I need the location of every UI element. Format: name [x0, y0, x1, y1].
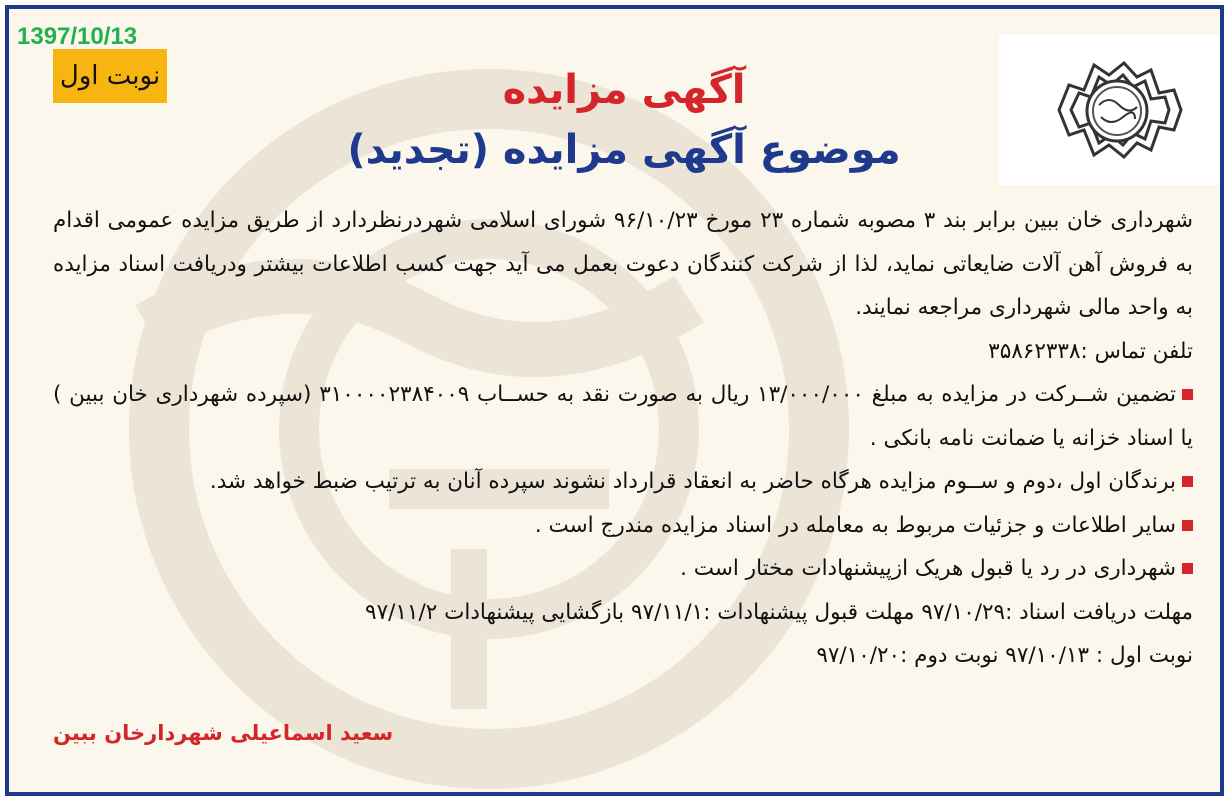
intro-paragraph: شهرداری خان ببین برابر بند ۳ مصوبه شماره ۲۳ مورخ ۹۶/۱۰/۲۳ شورای اسلامی شهردرنظردارد از طریق مزایده عمومی اقدام به فروش آهن آلات ضایعاتی نماید، لذا از شرکت کنندگان دعوت بعمل می آید جهت کسب اطلاعات بیشتر ودریافت اسناد مزایده به واحد مالی شهرداری مراجعه نمایند. — [53, 208, 1193, 320]
notice-subtitle: موضوع آگهی مزایده (تجدید) — [347, 127, 901, 173]
signature: سعید اسماعیلی شهردارخان ببین — [53, 721, 394, 745]
notice-frame — [5, 5, 1224, 796]
bullet-text-winners: برندگان اول ،دوم و ســوم مزایده هرگاه حاضر به انعقاد قرارداد نشوند سپرده آنان به ترتیب ضبط خواهد شد. — [209, 469, 1176, 494]
bullet-item — [53, 373, 1193, 460]
bullet-square-icon — [1182, 563, 1193, 574]
bullet-text-guarantee: تضمین شــرکت در مزایده به مبلغ ۱۳/۰۰۰/۰۰۰ ریال به صورت نقد به حســاب ۳۱۰۰۰۰۲۳۸۴۰۰۹ (سپرده شهرداری خان ببین ) یا اسناد خزانه یا ضمانت نامه بانکی . — [53, 382, 1193, 451]
bullet-square-icon — [1182, 520, 1193, 531]
bullet-text-details: سایر اطلاعات و جزئیات مربوط به معامله در اسناد مزایده مندرج است . — [534, 512, 1176, 538]
bullet-item — [53, 547, 1193, 591]
municipality-logo — [999, 35, 1221, 185]
notice-title: آگهی مزایده — [502, 67, 746, 113]
phone-line: تلفن تماس :۳۵۸۶۲۳۳۸ — [988, 338, 1193, 364]
turn-badge: نوبت اول — [53, 49, 167, 103]
bullet-square-icon — [1182, 476, 1193, 487]
notice-body — [53, 199, 1193, 678]
rounds-line: نوبت اول : ۹۷/۱۰/۱۳ نوبت دوم :۹۷/۱۰/۲۰ — [816, 643, 1193, 668]
bullet-square-icon — [1182, 389, 1193, 400]
bullet-item — [53, 504, 1193, 548]
municipality-emblem-icon — [999, 35, 1221, 185]
bullet-item — [53, 460, 1193, 504]
date-stamp: 1397/10/13 — [17, 23, 138, 50]
deadlines-line: مهلت دریافت اسناد :۹۷/۱۰/۲۹ مهلت قبول پیشنهادات :۹۷/۱۱/۱ بازگشایی پیشنهادات ۹۷/۱۱/۲ — [365, 599, 1193, 625]
bullet-text-rights: شهرداری در رد یا قبول هریک ازپیشنهادات مختار است . — [680, 556, 1176, 581]
